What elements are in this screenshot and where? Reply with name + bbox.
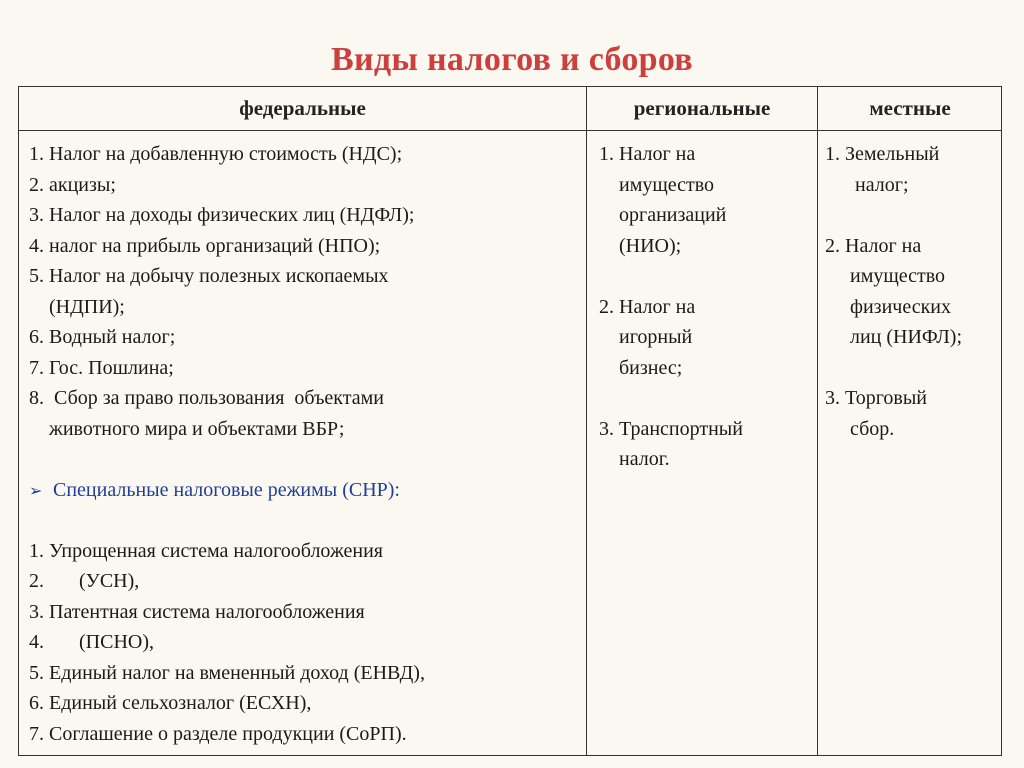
regional-line-10: 3. Транспортный <box>599 417 743 440</box>
local-line-10: сбор. <box>825 417 895 440</box>
regional-line-9 <box>599 383 811 414</box>
header-federal: федеральные <box>239 96 366 120</box>
column-divider-2 <box>817 87 818 755</box>
local-line-8 <box>825 353 1001 384</box>
federal-item-6: (НДПИ); <box>29 295 125 318</box>
regional-line-2: имущество <box>599 173 715 196</box>
special-regimes-heading <box>29 475 579 506</box>
special-regime-item-7: 7. Соглашение о разделе продукции (СоРП). <box>29 722 407 745</box>
table-header-row <box>19 87 1001 131</box>
federal-item-1: 1. Налог на добавленную стоимость (НДС); <box>29 143 403 165</box>
tax-table <box>18 86 1002 756</box>
local-line-7: лиц (НИФЛ); <box>825 326 963 348</box>
column-divider-1 <box>586 87 587 755</box>
local-column <box>825 139 1001 444</box>
federal-column <box>29 139 579 749</box>
federal-item-8: 7. Гос. Пошлина; <box>29 356 174 379</box>
federal-item-5: 5. Налог на добычу полезных ископаемых <box>29 265 389 287</box>
local-line-4: 2. Налог на <box>825 234 922 257</box>
page-title: Виды налогов и сборов <box>331 41 693 78</box>
regional-line-7: игорный <box>599 326 693 348</box>
local-line-6: физических <box>825 295 951 318</box>
regional-column <box>599 139 811 475</box>
federal-item-9: 8. Сбор за право пользования объектами <box>29 387 384 409</box>
regional-line-4: (НИО); <box>599 234 682 257</box>
federal-item-7: 6. Водный налог; <box>29 326 176 348</box>
federal-item-2: 2. акцизы; <box>29 173 116 196</box>
regional-line-8: бизнес; <box>599 356 683 379</box>
special-regime-item-2: 2. (УСН), <box>29 570 140 592</box>
local-line-1: 1. Земельный <box>825 143 940 165</box>
special-regime-item-3: 3. Патентная система налогообложения <box>29 600 365 623</box>
federal-item-3: 3. Налог на доходы физических лиц (НДФЛ); <box>29 204 415 226</box>
special-regime-item-5: 5. Единый налог на вмененный доход (ЕНВД), <box>29 661 425 684</box>
regional-line-3: организаций <box>599 204 727 226</box>
special-regimes-heading-text: Специальные налоговые режимы (СНР): <box>53 478 400 501</box>
special-regime-item-4: 4. (ПСНО), <box>29 631 154 653</box>
federal-item-10: животного мира и объектами ВБР; <box>29 417 345 440</box>
local-line-9: 3. Торговый <box>825 387 928 409</box>
header-regional: региональные <box>633 96 771 120</box>
special-regime-item-6: 6. Единый сельхозналог (ЕСХН), <box>29 692 312 714</box>
regional-line-5 <box>599 261 811 292</box>
regional-line-1: 1. Налог на <box>599 143 696 165</box>
regional-line-6: 2. Налог на <box>599 295 696 318</box>
special-regime-item-1: 1. Упрощенная система налогообложения <box>29 539 383 562</box>
federal-item-4: 4. налог на прибыль организаций (НПО); <box>29 234 381 257</box>
header-local: местные <box>869 96 951 120</box>
local-line-2: налог; <box>825 173 909 196</box>
arrow-bullet-icon: ➢ <box>29 482 43 500</box>
local-line-5: имущество <box>825 265 946 287</box>
regional-line-11: налог. <box>599 448 670 470</box>
local-line-3 <box>825 200 1001 231</box>
